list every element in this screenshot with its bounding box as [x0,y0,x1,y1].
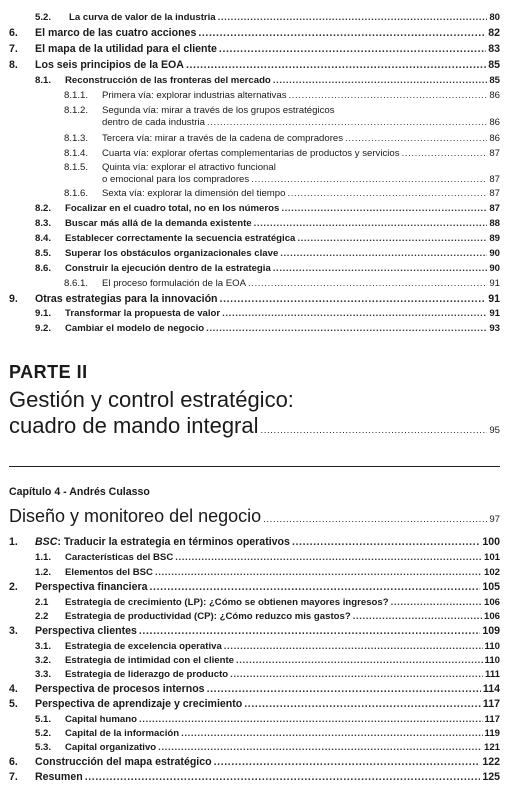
entry-page: 87 [489,188,500,199]
toc-entry[interactable] [35,308,500,320]
toc-entry[interactable] [9,27,500,39]
leader-dots [207,683,481,695]
entry-title: El proceso formulación de la EOA [102,278,246,289]
toc-entry[interactable] [35,742,500,754]
leader-dots [155,567,482,579]
leader-dots [139,625,480,637]
entry-title: Estrategia de productividad (CP): ¿Cómo reduzco mis gastos? [65,611,351,622]
entry-number: 6. [9,27,18,39]
part-title-line2: cuadro de mando integral [9,413,259,438]
toc-entry[interactable] [64,278,500,290]
toc-entry[interactable] [35,203,500,215]
leader-dots [287,188,487,200]
toc-entry[interactable] [9,683,500,695]
toc-entry[interactable] [9,293,500,305]
toc-entry[interactable] [35,641,500,653]
leader-dots [353,611,482,623]
entry-title: Transformar la propuesta de valor [65,308,221,319]
leader-dots [273,263,488,275]
entry-title: Perspectiva de aprendizaje y crecimiento [35,698,243,710]
entry-page: 109 [482,625,500,637]
leader-dots [139,714,483,726]
entry-title-rest: : Traducir la estrategia en términos operativos [57,536,290,548]
entry-title: Superar los obstáculos organizacionales clave [65,248,279,259]
entry-title: Buscar más allá de la demanda existente [65,218,252,229]
entry-page: 110 [484,655,500,666]
part-title-row[interactable] [9,414,500,438]
leader-dots [280,248,487,260]
toc-entry[interactable] [9,771,500,783]
entry-title-continued: o emocional para los compradores [102,174,250,185]
leader-dots [207,117,487,129]
toc-entry[interactable] [35,655,500,667]
entry-number: 5.2. [35,728,52,739]
entry-title: Reconstrucción de las fronteras del mercado [65,75,271,86]
entry-title: Estrategia de excelencia operativa [65,641,222,652]
entry-number: 9. [9,293,18,305]
entry-number: 8.3. [35,218,52,229]
entry-title: Primera vía: explorar industrias alternativas [102,90,287,101]
entry-title: Perspectiva de procesos internos [35,683,205,695]
entry-number: 6. [9,756,18,768]
toc-entry[interactable] [64,148,500,160]
entry-page: 100 [482,536,500,548]
entry-number: 1.1. [35,552,52,563]
leader-dots [273,75,488,87]
leader-dots [219,43,486,55]
entry-number: 5.1. [35,714,52,725]
toc-entry-continuation[interactable] [102,174,500,186]
leader-dots [198,27,486,39]
leader-dots [263,514,487,525]
leader-dots [248,278,487,290]
leader-dots [224,641,483,653]
entry-number: 8.1.4. [64,148,89,159]
entry-number: 3.2. [35,655,52,666]
entry-title: Elementos del BSC [65,567,153,578]
leader-dots [181,728,482,740]
entry-title: El mapa de la utilidad para el cliente [35,43,217,55]
entry-page: 91 [488,293,500,305]
chapter-label: Capítulo 4 - Andrés Culasso [9,486,150,498]
leader-dots [220,293,487,305]
entry-title: Características del BSC [65,552,174,563]
entry-number: 7. [9,43,18,55]
entry-page: 121 [483,742,500,753]
leader-dots [281,203,487,215]
entry-title: Capital de la información [65,728,180,739]
leader-dots [186,59,486,71]
toc-entry[interactable] [35,669,500,681]
entry-number: 5.2. [35,12,52,23]
chapter-title: Diseño y monitoreo del negocio [9,506,262,526]
leader-dots [391,597,482,609]
chapter-page: 97 [489,514,500,525]
entry-title: Tercera vía: mirar a través de la cadena de compradores [102,133,344,144]
toc-entry[interactable] [9,581,500,593]
entry-page: 80 [489,12,500,23]
leader-dots [218,12,488,24]
entry-title: Perspectiva financiera [35,581,148,593]
entry-page: 87 [489,203,500,214]
toc-entry[interactable] [35,714,500,726]
toc-entry[interactable] [64,188,500,200]
entry-number: 5. [9,698,18,710]
entry-page: 117 [482,698,500,710]
leader-dots [158,742,482,754]
entry-title: Sexta vía: explorar la dimensión del tiempo [102,188,286,199]
toc-entry[interactable] [9,536,500,548]
entry-page: 102 [483,567,500,578]
toc-entry[interactable] [35,248,500,260]
toc-entry[interactable] [35,218,500,230]
entry-number: 8.5. [35,248,52,259]
toc-entry[interactable] [35,611,500,623]
entry-page: 119 [484,728,500,739]
entry-title: Cuarta vía: explorar ofertas complementarias de productos y servicios [102,148,400,159]
entry-title: Otras estrategias para la innovación [35,293,218,305]
entry-title: La curva de valor de la industria [69,12,216,23]
entry-page: 122 [482,756,500,768]
entry-page: 88 [489,218,500,229]
entry-page: 85 [488,59,500,71]
entry-title [35,536,290,548]
entry-title: Perspectiva clientes [35,625,137,637]
entry-number: 8.1.5. [64,162,89,173]
entry-title: Estrategia de intimidad con el cliente [65,655,235,666]
entry-number: 8.2. [35,203,52,214]
toc-entry[interactable] [35,233,500,245]
entry-page: 110 [484,641,500,652]
toc-entry[interactable] [35,12,500,24]
entry-page: 125 [482,771,500,783]
leader-dots [251,174,487,186]
entry-number: 1.2. [35,567,52,578]
entry-number: 8.4. [35,233,52,244]
toc-entry[interactable] [35,552,500,564]
leader-dots [261,425,488,436]
entry-title: Capital humano [65,714,137,725]
toc-entry[interactable] [35,263,500,275]
entry-number: 4. [9,683,18,695]
entry-page: 89 [489,233,500,244]
part-page: 95 [489,425,500,436]
entry-title: Establecer correctamente la secuencia estratégica [65,233,296,244]
entry-page: 105 [482,581,500,593]
entry-number: 8.1. [35,75,52,86]
toc-entry[interactable] [35,597,500,609]
part-title-line1: Gestión y control estratégico: [9,387,294,412]
section-divider [9,466,500,467]
leader-dots [222,308,487,320]
entry-number: 3.3. [35,669,52,680]
part-label: PARTE II [9,362,88,382]
toc-entry[interactable] [9,756,500,768]
entry-page: 83 [488,43,500,55]
entry-number: 3.1. [35,641,52,652]
entry-title: Focalizar en el cuadro total, no en los números [65,203,280,214]
entry-page: 101 [483,552,500,563]
entry-number: 8.6. [35,263,52,274]
entry-number: 3. [9,625,18,637]
toc-entry[interactable] [9,625,500,637]
entry-number: 7. [9,771,18,783]
leader-dots [244,698,481,710]
leader-dots [214,756,481,768]
entry-title: Construir la ejecución dentro de la estrategia [65,263,271,274]
entry-number: 9.2. [35,323,52,334]
leader-dots [297,233,487,245]
toc-entry-continuation[interactable] [102,117,500,129]
leader-dots [345,133,487,145]
toc-entry[interactable] [64,162,500,174]
toc-entry[interactable] [35,75,500,87]
leader-dots [289,90,488,102]
entry-title-italic: BSC [35,536,58,548]
entry-page: 106 [483,611,500,622]
entry-number: 8.1.6. [64,188,89,199]
entry-page: 111 [485,669,500,680]
entry-title: Capital organizativo [65,742,157,753]
entry-title: Estrategia de liderazgo de producto [65,669,229,680]
toc-entry[interactable] [35,728,500,740]
entry-page: 86 [489,90,500,101]
entry-number: 8.6.1. [64,278,89,289]
entry-title: Resumen [35,771,83,783]
entry-page: 85 [489,75,500,86]
entry-page: 114 [482,683,500,695]
entry-page: 106 [483,597,500,608]
entry-title: Estrategia de crecimiento (LP): ¿Cómo se obtienen mayores ingresos? [65,597,389,608]
entry-page: 90 [489,248,500,259]
entry-page: 87 [489,174,500,185]
entry-title: Quinta vía: explorar el atractivo funcional [102,162,276,173]
toc-entry[interactable] [64,90,500,102]
entry-title: Construcción del mapa estratégico [35,756,212,768]
leader-dots [230,669,483,681]
entry-title: Segunda vía: mirar a través de los grupos estratégicos [102,105,335,116]
toc-entry[interactable] [9,43,500,55]
entry-page: 91 [489,308,500,319]
toc-entry[interactable] [9,698,500,710]
entry-page: 87 [489,148,500,159]
entry-title: Los seis principios de la EOA [35,59,184,71]
entry-page: 86 [489,117,500,128]
toc-entry[interactable] [64,105,500,117]
entry-number: 9.1. [35,308,52,319]
leader-dots [254,218,488,230]
entry-page: 117 [484,714,500,725]
leader-dots [402,148,488,160]
toc-entry[interactable] [64,133,500,145]
entry-number: 8.1.1. [64,90,89,101]
leader-dots [206,323,487,335]
entry-page: 86 [489,133,500,144]
entry-number: 2.1 [35,597,49,608]
entry-number: 1. [9,536,18,548]
leader-dots [236,655,483,667]
entry-title-continued: dentro de cada industria [102,117,205,128]
toc-entry[interactable] [35,567,500,579]
entry-title: El marco de las cuatro acciones [35,27,197,39]
entry-page: 91 [489,278,500,289]
toc-entry[interactable] [35,323,500,335]
entry-number: 8. [9,59,18,71]
leader-dots [85,771,481,783]
entry-page: 93 [489,323,500,334]
leader-dots [292,536,480,548]
entry-number: 8.1.2. [64,105,89,116]
toc-entry[interactable] [9,59,500,71]
entry-number: 2. [9,581,18,593]
leader-dots [149,581,480,593]
entry-number: 5.3. [35,742,52,753]
entry-number: 8.1.3. [64,133,89,144]
entry-page: 90 [489,263,500,274]
entry-number: 2.2 [35,611,49,622]
entry-title: Cambiar el modelo de negocio [65,323,205,334]
leader-dots [175,552,482,564]
chapter-title-row[interactable] [9,505,500,527]
entry-page: 82 [488,27,500,39]
